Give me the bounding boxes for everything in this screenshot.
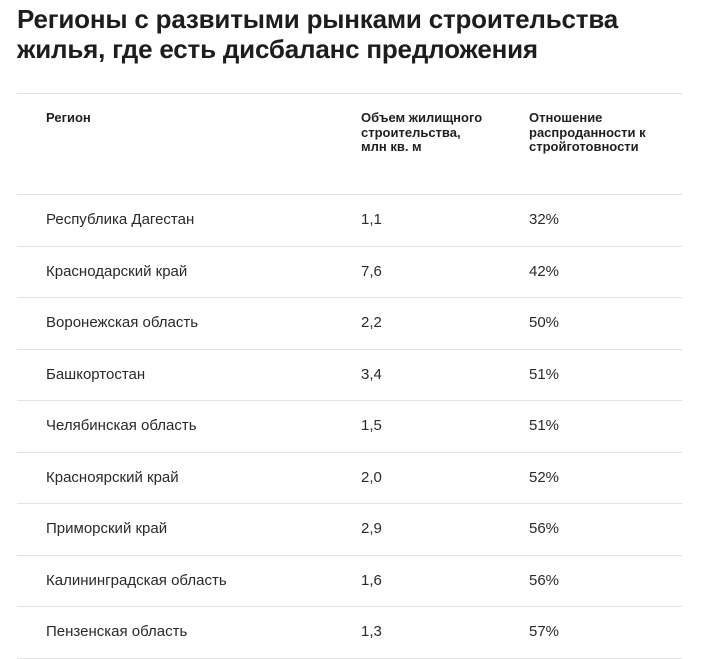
cell-ratio: 32% [529, 211, 560, 229]
cell-region: Челябинская область [46, 417, 197, 435]
table-row [17, 504, 682, 556]
header-volume: Объем жилищного строительства, млн кв. м [361, 110, 483, 154]
cell-volume: 1,3 [361, 623, 382, 641]
cell-region: Башкортостан [46, 365, 146, 383]
cell-ratio: 52% [529, 468, 560, 486]
cell-region: Краснодарский край [46, 262, 188, 280]
cell-ratio: 51% [529, 417, 560, 435]
cell-ratio: 42% [529, 262, 560, 280]
table-row [17, 453, 682, 505]
table-header [17, 94, 682, 195]
cell-region: Воронежская область [46, 314, 199, 332]
cell-volume: 1,1 [361, 211, 382, 229]
table-row [17, 195, 682, 247]
cell-ratio: 57% [529, 623, 560, 641]
cell-volume: 2,2 [361, 314, 382, 332]
header-region: Регион [46, 110, 91, 125]
table-row [17, 298, 682, 350]
cell-ratio: 56% [529, 520, 560, 538]
cell-ratio: 51% [529, 365, 560, 383]
data-table [17, 93, 682, 659]
page-title: Регионы с развитыми рынками строительства жилья, где есть дисбаланс предложения [17, 4, 619, 64]
cell-volume: 3,4 [361, 365, 382, 383]
cell-region: Приморский край [46, 520, 168, 538]
table-row [17, 247, 682, 299]
cell-region: Пензенская область [46, 623, 188, 641]
cell-region: Республика Дагестан [46, 211, 195, 229]
cell-volume: 2,9 [361, 520, 382, 538]
cell-ratio: 56% [529, 571, 560, 589]
cell-region: Калининградская область [46, 571, 227, 589]
cell-volume: 1,5 [361, 417, 382, 435]
table-row [17, 350, 682, 402]
table-row [17, 401, 682, 453]
cell-volume: 2,0 [361, 468, 382, 486]
cell-ratio: 50% [529, 314, 560, 332]
table-row [17, 556, 682, 608]
cell-volume: 1,6 [361, 571, 382, 589]
cell-region: Красноярский край [46, 468, 179, 486]
cell-volume: 7,6 [361, 262, 382, 280]
header-ratio: Отношение распроданности к стройготовности [529, 110, 646, 154]
